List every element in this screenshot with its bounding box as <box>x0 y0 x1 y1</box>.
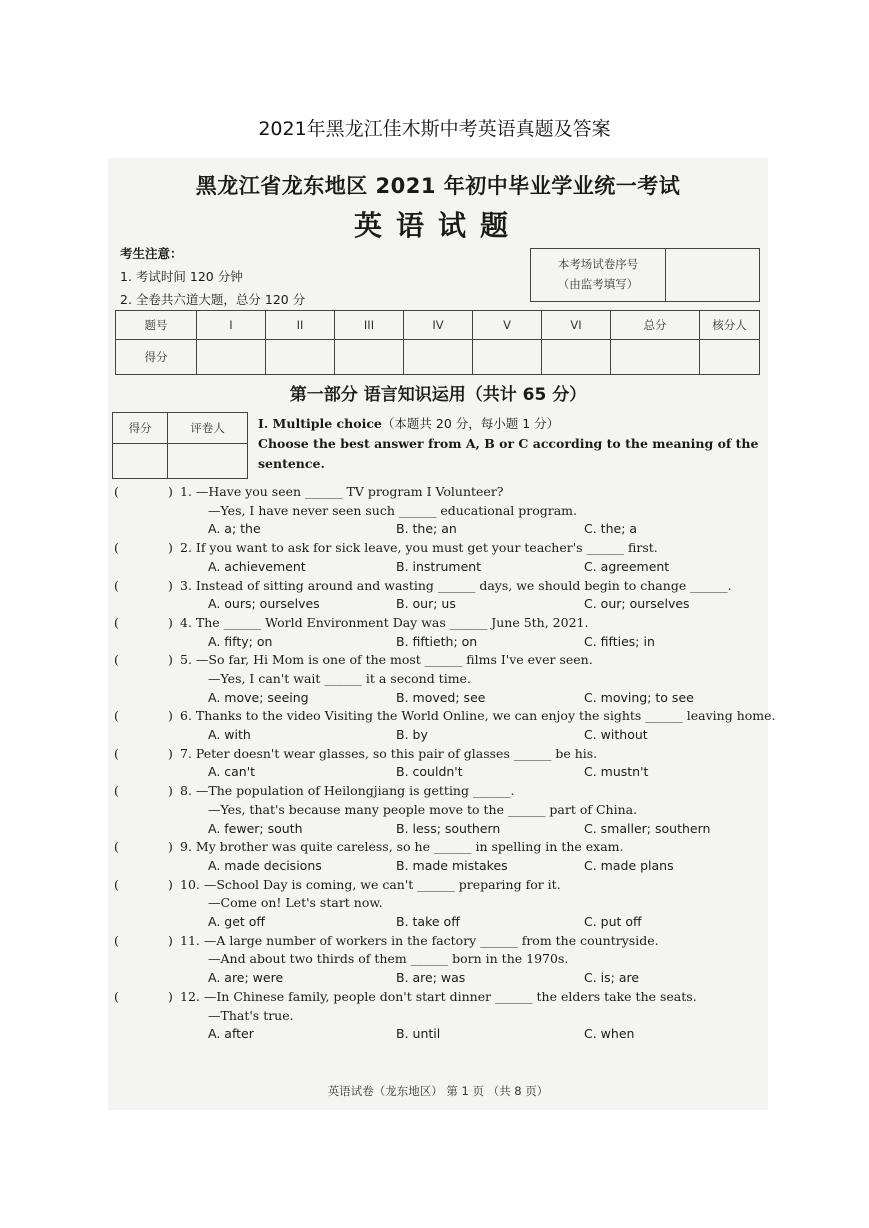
option-b: B. made mistakes <box>396 857 508 873</box>
answer-paren-close: ) <box>168 614 173 630</box>
score-cell <box>266 340 335 375</box>
option-c: C. smaller; southern <box>584 820 711 836</box>
answer-paren-open[interactable]: ( <box>114 932 119 948</box>
answer-paren-close: ) <box>168 932 173 948</box>
page-footer: 英语试卷（龙东地区） 第 1 页 （共 8 页） <box>327 1084 549 1098</box>
option-a: A. with <box>208 727 251 743</box>
answer-paren-open[interactable]: ( <box>114 783 119 799</box>
option-a: A. can't <box>208 764 256 780</box>
option-a: A. made decisions <box>208 857 322 873</box>
score-cell <box>335 340 404 375</box>
option-c: C. mustn't <box>584 764 649 780</box>
notice-title: 考生注意： <box>120 246 183 261</box>
score-header: II <box>266 311 335 340</box>
option-c: C. is; are <box>584 970 640 986</box>
option-c: C. our; ourselves <box>584 596 690 612</box>
option-c: C. fifties; in <box>584 633 655 649</box>
score-cell <box>542 340 611 375</box>
subject-title: 英语试题 <box>353 209 522 242</box>
option-b: B. by <box>396 727 428 743</box>
option-b: B. moved; see <box>396 689 486 705</box>
question-text: —Yes, I have never seen such ______ educational program. <box>208 502 578 518</box>
answer-paren-close: ) <box>168 876 173 892</box>
answer-paren-close: ) <box>168 652 173 668</box>
scanned-exam-page <box>108 158 776 1110</box>
answer-paren-open[interactable]: ( <box>114 652 119 668</box>
option-b: B. are; was <box>396 970 466 986</box>
grader-cell <box>113 444 168 479</box>
answer-paren-open[interactable]: ( <box>114 484 119 499</box>
answer-paren-close: ) <box>168 577 173 593</box>
answer-paren-open[interactable]: ( <box>114 540 119 556</box>
answer-paren-close: ) <box>168 745 173 761</box>
question-text: 1. —Have you seen ______ TV program I Volunteer? <box>180 484 504 499</box>
sequence-label-line: （由监考填写） <box>557 277 639 291</box>
score-header: 总分 <box>611 311 700 340</box>
paper-sequence-box <box>530 248 760 302</box>
part-title: 第一部分 语言知识运用（共计 65 分） <box>289 385 587 405</box>
score-header: 核分人 <box>700 311 760 340</box>
grader-header: 得分 <box>113 413 168 444</box>
question-text: 12. —In Chinese family, people don't start dinner ______ the elders take the seats. <box>180 988 697 1004</box>
section-title: I. Multiple choice <box>258 416 382 431</box>
answer-paren-close: ) <box>168 783 173 799</box>
question-text: 11. —A large number of workers in the factory ______ from the countryside. <box>180 932 659 948</box>
option-c: C. without <box>584 727 648 743</box>
option-c: C. moving; to see <box>584 689 694 705</box>
option-a: A. fewer; south <box>208 820 303 836</box>
grader-cell <box>168 444 248 479</box>
question-text: 4. The ______ World Environment Day was ______ June 5th, 2021. <box>180 614 589 630</box>
option-b: B. fiftieth; on <box>396 633 478 649</box>
candidate-notice <box>120 242 305 311</box>
option-b: B. take off <box>396 914 460 930</box>
option-a: A. after <box>208 1026 254 1042</box>
score-cell <box>700 340 760 375</box>
question-text: 5. —So far, Hi Mom is one of the most ______ films I've ever seen. <box>180 652 593 668</box>
score-header: I <box>197 311 266 340</box>
grader-table <box>112 412 248 479</box>
sequence-label-line: 本考场试卷序号 <box>557 257 639 271</box>
option-a: A. a; the <box>208 521 261 537</box>
score-cell <box>197 340 266 375</box>
answer-paren-close: ) <box>168 708 173 724</box>
option-c: C. agreement <box>584 558 670 574</box>
question-text: —That's true. <box>208 1007 294 1023</box>
exam-title: 黑龙江省龙东地区 2021 年初中毕业学业统一考试 <box>195 174 681 198</box>
option-a: A. ours; ourselves <box>208 596 320 612</box>
score-row-label: 得分 <box>116 340 197 375</box>
option-c: C. put off <box>584 914 642 930</box>
option-a: A. get off <box>208 914 266 930</box>
section-instruction: Choose the best answer from A, B or C according to the meaning of the sentence. <box>258 436 759 471</box>
question-text: —And about two thirds of them ______ born in the 1970s. <box>208 951 569 967</box>
answer-paren-open[interactable]: ( <box>114 614 119 630</box>
question-text: —Yes, I can't wait ______ it a second time. <box>208 670 471 686</box>
score-header: V <box>473 311 542 340</box>
score-table <box>115 310 760 375</box>
option-a: A. move; seeing <box>208 689 309 705</box>
answer-paren-close: ) <box>168 839 173 855</box>
question-text: —Yes, that's because many people move to the ______ part of China. <box>208 801 638 817</box>
option-b: B. less; southern <box>396 820 501 836</box>
score-header: VI <box>542 311 611 340</box>
sequence-label <box>531 249 666 301</box>
answer-paren-close: ) <box>168 988 173 1004</box>
option-b: B. instrument <box>396 558 482 574</box>
answer-paren-close: ) <box>168 540 173 556</box>
score-cell <box>473 340 542 375</box>
question-text: 9. My brother was quite careless, so he ______ in spelling in the exam. <box>180 839 624 855</box>
score-header: IV <box>404 311 473 340</box>
notice-item: 1. 考试时间 120 分钟 <box>120 269 243 284</box>
score-header: 题号 <box>116 311 197 340</box>
notice-item: 2. 全卷共六道大题，总分 120 分 <box>120 292 306 307</box>
question-text: —Come on! Let's start now. <box>208 895 383 911</box>
answer-paren-open[interactable]: ( <box>114 839 119 855</box>
option-c: C. when <box>584 1026 635 1042</box>
option-a: A. are; were <box>208 970 284 986</box>
question-text: 10. —School Day is coming, we can't ______ preparing for it. <box>180 876 561 892</box>
option-a: A. fifty; on <box>208 633 273 649</box>
option-c: C. made plans <box>584 857 674 873</box>
option-b: B. the; an <box>396 521 457 537</box>
option-b: B. our; us <box>396 596 456 612</box>
question-text: 8. —The population of Heilongjiang is getting ______. <box>180 783 515 799</box>
answer-paren-open[interactable]: ( <box>114 577 119 593</box>
score-cell <box>611 340 700 375</box>
section-header <box>258 414 768 474</box>
option-a: A. achievement <box>208 558 306 574</box>
question-text: 3. Instead of sitting around and wasting ______ days, we should begin to change ______. <box>180 577 732 593</box>
question-text: 7. Peter doesn't wear glasses, so this pair of glasses ______ be his. <box>180 745 598 761</box>
answer-paren-open[interactable]: ( <box>114 708 119 724</box>
answer-paren-close: ) <box>168 484 173 499</box>
score-cell <box>404 340 473 375</box>
option-b: B. couldn't <box>396 764 463 780</box>
grader-header: 评卷人 <box>168 413 248 444</box>
answer-paren-open[interactable]: ( <box>114 745 119 761</box>
option-b: B. until <box>396 1026 441 1042</box>
option-c: C. the; a <box>584 521 638 537</box>
answer-paren-open[interactable]: ( <box>114 988 119 1004</box>
section-points: （本题共 20 分，每小题 1 分） <box>381 416 560 431</box>
question-text: 2. If you want to ask for sick leave, you must get your teacher's ______ first. <box>180 540 658 556</box>
score-header: III <box>335 311 404 340</box>
document-title: 2021年黑龙江佳木斯中考英语真题及答案 <box>258 118 611 140</box>
answer-paren-open[interactable]: ( <box>114 876 119 892</box>
question-text: 6. Thanks to the video Visiting the World Online, we can enjoy the sights ______ leaving home. <box>180 708 776 724</box>
